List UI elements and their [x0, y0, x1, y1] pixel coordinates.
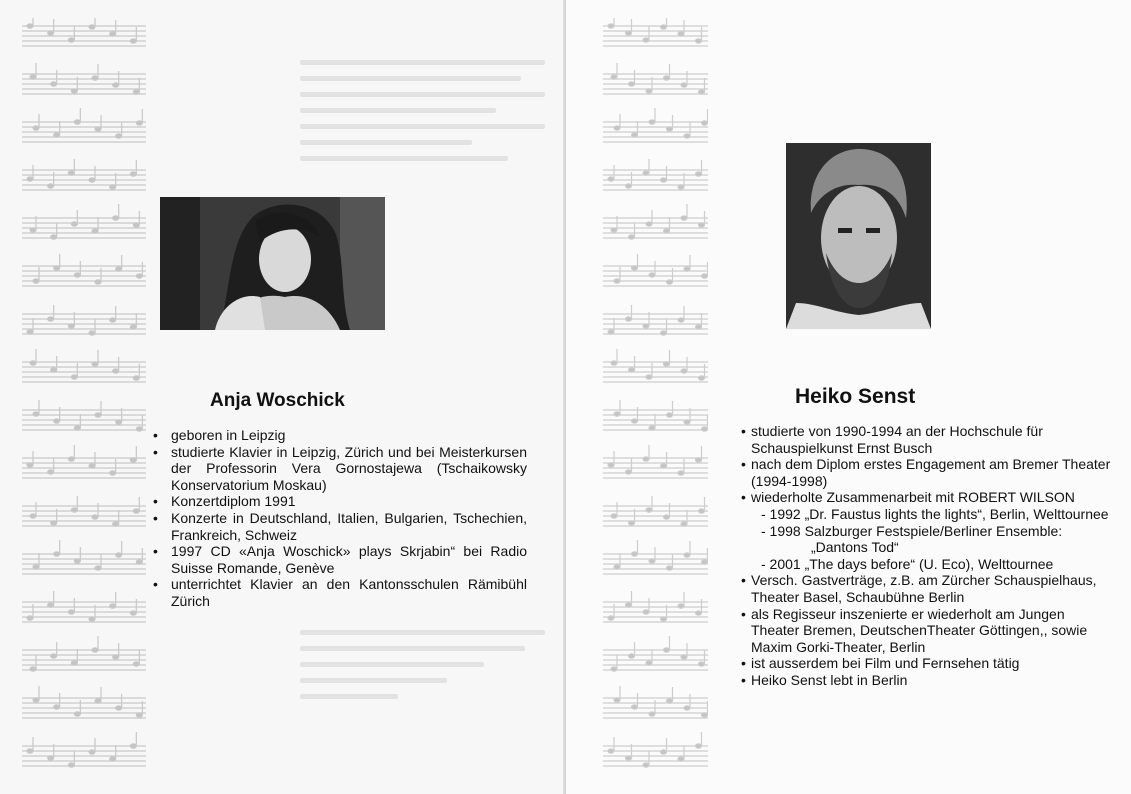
bio-item: • studierte von 1990-1994 an der Hochschule für Schauspielkunst Ernst Busch — [741, 423, 1043, 456]
bleed-through-text — [300, 60, 545, 172]
bio-item: • 1997 CD «Anja Woschick» plays Skrjabin“ bei Radio Suisse Romande, Genève — [153, 543, 527, 576]
portrait-photo-woman — [160, 197, 385, 330]
sheet-music-decoration — [22, 18, 146, 794]
bio-item: • nach dem Diplom erstes Engagement am Bremer Theater (1994-1998) — [741, 456, 1111, 489]
sheet-music-decoration — [603, 18, 708, 794]
wilson-work: - 1998 Salzburger Festspiele/Berliner Ensemble: — [761, 522, 1063, 539]
wilson-work: - 1992 „Dr. Faustus lights the lights“, Berlin, Welttournee — [761, 505, 1109, 522]
performer-name-heiko: Heiko Senst — [795, 385, 916, 408]
portrait-woman-icon — [160, 197, 385, 330]
bio-list-anja — [153, 427, 527, 610]
wilson-work: „Dantons Tod“ — [811, 539, 899, 556]
portrait-man-icon — [786, 143, 931, 329]
bio-item: • unterrichtet Klavier an den Kantonsschulen Rämibühl Zürich — [153, 576, 527, 609]
right-page — [566, 0, 1131, 794]
bio-item: • studierte Klavier in Leipzig, Zürich und bei Meisterkursen der Professorin Vera Gornostajewa (Tschaikowsky Konservatorium Moskau) — [153, 443, 527, 493]
bio-item: • Heiko Senst lebt in Berlin — [741, 671, 908, 688]
bio-item: • als Regisseur inszenierte er wiederholt am Jungen Theater Bremen, DeutschenTheater Göttingen,, sowie Maxim Gorki-Theater, Berlin — [741, 605, 1088, 655]
sheet-music-icon — [603, 18, 708, 794]
performer-name-anja: Anja Woschick — [210, 390, 345, 411]
bio-item: • Konzerte in Deutschland, Italien, Bulgarien, Tschechien, Frankreich, Schweiz — [153, 509, 527, 543]
bleed-through-text-lower — [300, 630, 545, 710]
bio-item: • Konzertdiplom 1991 — [153, 493, 296, 510]
wilson-works-list — [751, 506, 1116, 572]
bio-item: • geboren in Leipzig — [153, 427, 286, 443]
bio-item: • ist ausserdem bei Film und Fernsehen tätig — [741, 655, 1020, 672]
bio-item: • Versch. Gastverträge, z.B. am Zürcher Schauspielhaus, Theater Basel, Schaubühne Berlin — [741, 572, 1097, 605]
bio-item: • wiederholte Zusammenarbeit mit ROBERT WILSON - 1992 „Dr. Faustus lights the lights“, Berlin, Welttournee - 1998 Salzburger Festspiele/Berliner Ensemble: „Dantons Tod“ - 2001 „The days before“ (U. Eco), Welttournee — [741, 489, 1116, 572]
sheet-music-icon — [22, 18, 146, 794]
wilson-work: - 2001 „The days before“ (U. Eco), Welttournee — [761, 555, 1054, 572]
bio-list-heiko — [741, 423, 1116, 689]
portrait-photo-man — [786, 143, 931, 329]
